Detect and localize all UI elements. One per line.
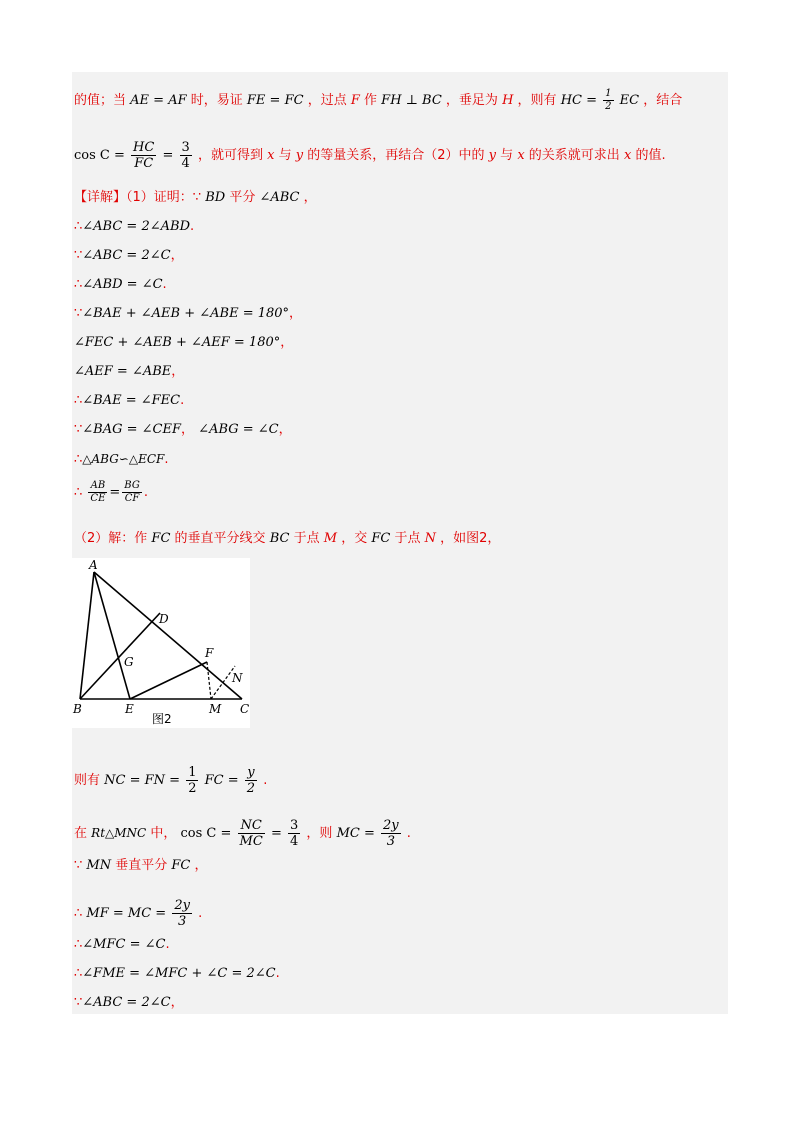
- text: 的垂直平分线交: [174, 531, 266, 546]
- math: ∠ABD = ∠C: [82, 277, 163, 292]
- var: H: [502, 93, 514, 108]
- figure-caption: 图2: [152, 712, 172, 726]
- text: ∴: [74, 966, 83, 981]
- math: NC = FN =: [104, 773, 181, 788]
- solution-line-19: [74, 937, 170, 953]
- text: ∴: [74, 937, 83, 952]
- math: EC: [619, 93, 640, 108]
- var: F: [350, 93, 360, 108]
- text: 于点: [293, 531, 320, 546]
- math: MC =: [336, 826, 375, 841]
- math: ∠ABC = 2∠C: [82, 248, 171, 263]
- text: ∴: [74, 452, 83, 467]
- figure-svg: [72, 558, 250, 728]
- solution-line-3: [74, 190, 317, 206]
- solution-line-21: [74, 995, 184, 1011]
- text: 作: [364, 93, 378, 108]
- var: x: [517, 148, 525, 163]
- text: ，就可得到: [197, 148, 263, 163]
- text: ，过点: [307, 93, 347, 108]
- text: 的值.: [635, 148, 666, 163]
- text: 与: [278, 148, 292, 163]
- text: .: [162, 277, 167, 292]
- var: y: [488, 148, 497, 163]
- math: ∠FEC + ∠AEB + ∠AEF = 180°: [74, 335, 281, 350]
- math: BC: [269, 531, 290, 546]
- math: ∠BAE + ∠AEB + ∠ABE = 180°: [82, 306, 290, 321]
- text: ，则有: [517, 93, 557, 108]
- text: ∵: [74, 858, 83, 873]
- fraction: $\frac{2y}{3}$: [174, 898, 190, 929]
- math: FC =: [204, 773, 239, 788]
- text: ∴: [74, 277, 83, 292]
- math: ∠ABC: [259, 190, 300, 205]
- text: 则有: [74, 773, 101, 788]
- text: ，则: [306, 826, 333, 841]
- fraction: $\frac{1}{2}$: [605, 88, 612, 112]
- solution-line-2: [74, 140, 666, 171]
- text: .: [190, 219, 195, 234]
- math: MF = MC =: [86, 906, 167, 921]
- text: ∴: [74, 485, 83, 500]
- math: MN: [86, 858, 112, 873]
- solution-line-15: [74, 765, 267, 796]
- math: =: [270, 826, 282, 841]
- text: ，如图2，: [440, 531, 501, 546]
- math: ∠ABC = 2∠ABD: [82, 219, 190, 234]
- solution-line-5: [74, 248, 184, 264]
- solution-line-18: [74, 898, 202, 929]
- math: =: [162, 148, 174, 163]
- math: FH ⊥ BC: [381, 93, 442, 108]
- fraction: $\frac{2y}{3}$: [383, 818, 399, 849]
- text: ，: [278, 422, 292, 437]
- fraction: $\frac{1}{2}$: [188, 765, 197, 796]
- fraction: $\frac{BG}{CF}$: [124, 480, 140, 504]
- label-b: B: [73, 702, 82, 716]
- var: N: [424, 531, 436, 546]
- math: ∠MFC = ∠C: [82, 937, 166, 952]
- text: .: [275, 966, 280, 981]
- text: ∵: [74, 422, 83, 437]
- text: 的关系就可求出: [528, 148, 620, 163]
- text: ，: [170, 248, 184, 263]
- label-m: M: [209, 702, 222, 716]
- text: 于点: [394, 531, 421, 546]
- text: ，: [171, 364, 185, 379]
- fraction: $\frac{AB}{CE}$: [90, 480, 106, 504]
- text: ，: [289, 306, 303, 321]
- segment-fm: [207, 662, 211, 699]
- segment-bd: [80, 613, 160, 699]
- text: 时，易证: [190, 93, 243, 108]
- var: M: [323, 531, 338, 546]
- segment-ae: [94, 572, 130, 699]
- text: 平分: [229, 190, 256, 205]
- math: cos C =: [180, 826, 232, 841]
- text: ，: [280, 335, 294, 350]
- math: △ABG∽△ECF: [82, 452, 165, 466]
- text: .: [164, 452, 169, 467]
- fraction: $\frac{HC}{FC}$: [133, 140, 155, 171]
- geometry-figure: [72, 558, 250, 728]
- text: .: [180, 393, 185, 408]
- solution-line-11: [74, 422, 292, 438]
- fraction: $\frac{NC}{MC}$: [239, 818, 263, 849]
- label-e: E: [125, 702, 134, 716]
- text: .: [198, 906, 203, 921]
- solution-line-1: [74, 88, 682, 113]
- text: .: [263, 773, 268, 788]
- math: ∠ABC = 2∠C: [82, 995, 171, 1010]
- text: ，结合: [643, 93, 683, 108]
- text: 的等量关系，再结合（2）中的: [307, 148, 485, 163]
- math: AE = AF: [130, 93, 187, 108]
- math: HC =: [560, 93, 598, 108]
- text: ∵: [74, 995, 83, 1010]
- math: ∠AEF = ∠ABE: [74, 364, 172, 379]
- math: cos C =: [74, 148, 125, 163]
- math: BD: [205, 190, 226, 205]
- solution-line-8: [74, 335, 293, 351]
- label-a: A: [89, 558, 98, 572]
- text: ，: [181, 422, 195, 437]
- solution-line-20: [74, 966, 280, 982]
- label-g: G: [124, 655, 134, 669]
- text: .: [165, 937, 170, 952]
- math: =: [109, 485, 121, 500]
- math: ∠BAG = ∠CEF: [82, 422, 182, 437]
- text: ∵: [74, 306, 83, 321]
- solution-line-10: [74, 393, 184, 409]
- fraction: $\frac{3}{4}$: [290, 818, 299, 849]
- solution-line-4: [74, 219, 194, 235]
- solution-line-16: [74, 818, 411, 849]
- text: 【详解】（1）证明：∵: [74, 190, 202, 205]
- label-f: F: [205, 646, 214, 660]
- text: ，交: [341, 531, 368, 546]
- text: ，垂足为: [445, 93, 498, 108]
- var: y: [295, 148, 304, 163]
- segment-ef: [130, 662, 207, 699]
- text: ∴: [74, 393, 83, 408]
- solution-line-12: [74, 451, 169, 468]
- text: .: [143, 485, 148, 500]
- text: ，: [303, 190, 317, 205]
- fraction: $\frac{y}{2}$: [246, 765, 256, 796]
- text: ∵: [74, 248, 83, 263]
- var: x: [623, 148, 632, 163]
- solution-line-14: [74, 531, 500, 547]
- math: FC: [151, 531, 171, 546]
- var: x: [267, 148, 275, 163]
- text: 在: [74, 826, 88, 841]
- solution-line-9: [74, 364, 184, 380]
- text: 中，: [150, 826, 177, 841]
- solution-line-17: [74, 858, 208, 874]
- solution-line-6: [74, 277, 167, 293]
- text: 的值；当: [74, 93, 127, 108]
- fraction: $\frac{3}{4}$: [181, 140, 190, 171]
- label-c: C: [240, 702, 250, 716]
- label-d: D: [159, 612, 169, 626]
- math: ∠BAE = ∠FEC: [82, 393, 181, 408]
- text: 垂直平分: [115, 858, 168, 873]
- text: 与: [500, 148, 514, 163]
- math: Rt△MNC: [91, 826, 147, 840]
- text: .: [406, 826, 411, 841]
- figure-lines: [80, 572, 242, 699]
- solution-line-7: [74, 306, 302, 322]
- text: ，: [170, 995, 184, 1010]
- text: ，: [194, 858, 208, 873]
- math: FC: [171, 858, 191, 873]
- solution-line-13: [74, 480, 148, 505]
- math: FC: [371, 531, 391, 546]
- text: ∴: [74, 906, 83, 921]
- label-n: N: [232, 671, 243, 685]
- math: ∠FME = ∠MFC + ∠C = 2∠C: [82, 966, 276, 981]
- math: FE = FC: [246, 93, 304, 108]
- text: （2）解：作: [74, 531, 148, 546]
- segment-ab: [80, 572, 94, 699]
- text: ∴: [74, 219, 83, 234]
- math: ∠ABG = ∠C: [198, 422, 279, 437]
